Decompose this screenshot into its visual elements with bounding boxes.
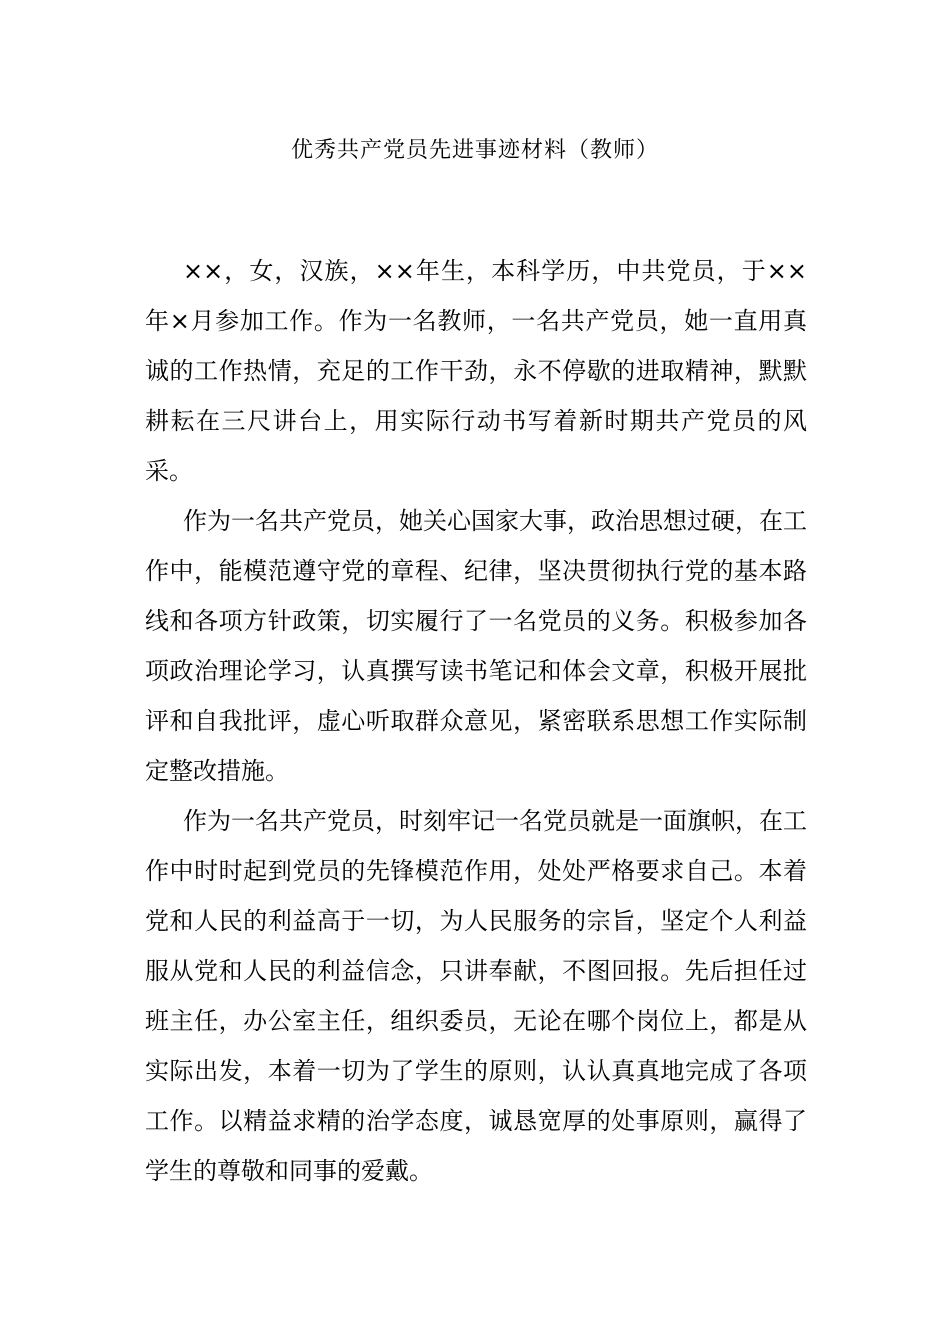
document-title: 优秀共产党员先进事迹材料（教师） [290, 138, 659, 163]
document-body [145, 246, 807, 1196]
paragraph-2: 作为一名共产党员，她关心国家大事，政治思想过硬，在工作中，能模范遵守党的章程、纪律，坚决贯彻执行党的基本路线和各项方针政策，切实履行了一名党员的义务。积极参加各项政治理论学习，认真撰写读书笔记和体会文章，积极开展批评和自我批评，虚心听取群众意见，紧密联系思想工作实际制定整改措施。 [145, 507, 807, 785]
paragraph-3: 作为一名共产党员，时刻牢记一名党员就是一面旗帜，在工作中时时起到党员的先锋模范作用，处处严格要求自己。本着党和人民的利益高于一切，为人民服务的宗旨，坚定个人利益服从党和人民的利益信念，只讲奉献，不图回报。先后担任过班主任，办公室主任，组织委员，无论在哪个岗位上，都是从实际出发，本着一切为了学生的原则，认认真真地完成了各项工作。以精益求精的治学态度，诚恳宽厚的处事原则，赢得了学生的尊敬和同事的爱戴。 [145, 807, 807, 1185]
paragraph-1: ××，女，汉族，××年生，本科学历，中共党员，于××年×月参加工作。作为一名教师，一名共产党员，她一直用真诚的工作热情，充足的工作干劲，永不停歇的进取精神，默默耕耘在三尺讲台上，用实际行动书写着新时期共产党员的风采。 [145, 257, 807, 485]
